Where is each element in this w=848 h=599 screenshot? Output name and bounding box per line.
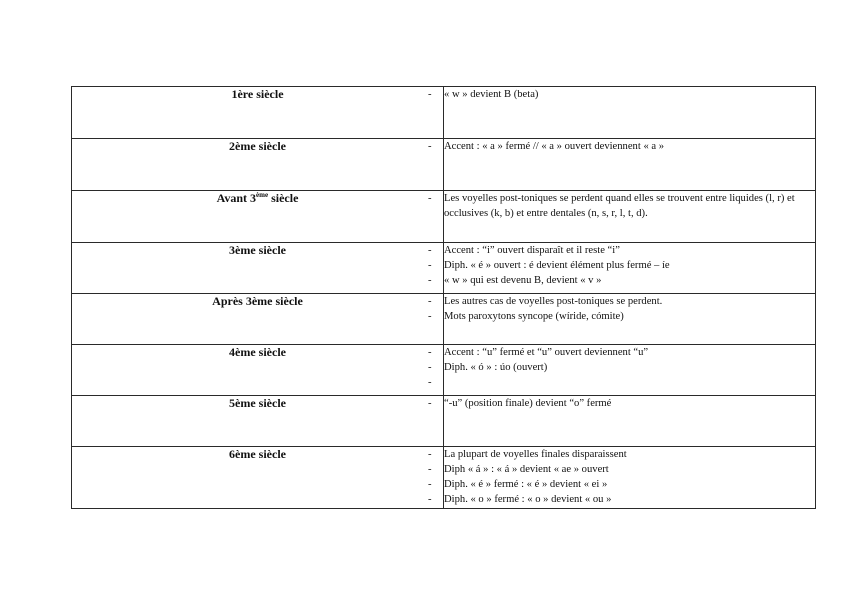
list-item-text: Diph. « ó » : úo (ouvert) [444, 362, 548, 373]
list-dash [428, 492, 432, 507]
list-item [444, 492, 815, 507]
list-item [444, 396, 815, 411]
list-item-text: « w » devient B (beta) [444, 89, 539, 100]
changes-cell [444, 243, 816, 294]
list-item [444, 447, 815, 462]
period-cell: Après 3ème siècle [72, 294, 444, 345]
list-item [444, 462, 815, 477]
table-row [72, 396, 816, 447]
list-dash [428, 87, 432, 102]
table-row [72, 447, 816, 509]
list-item [444, 258, 815, 273]
list-dash [428, 273, 432, 288]
changes-cell [444, 345, 816, 396]
list-item [444, 139, 815, 154]
list-dash [428, 345, 432, 360]
list-item [444, 309, 815, 324]
period-cell: 5ème siècle [72, 396, 444, 447]
list-item-text: Diph. « é » ouvert : é devient élément plus fermé – íe [444, 260, 670, 271]
period-cell [72, 191, 444, 243]
list-dash [428, 243, 432, 258]
period-cell: 2ème siècle [72, 139, 444, 191]
changes-cell [444, 294, 816, 345]
list-item [444, 87, 815, 102]
list-item-text: “-u” (position finale) devient “o” fermé [444, 398, 612, 409]
table-row [72, 139, 816, 191]
table-row [72, 243, 816, 294]
changes-cell [444, 396, 816, 447]
list-dash [428, 139, 432, 154]
list-item [444, 191, 815, 221]
period-cell: 1ère siècle [72, 87, 444, 139]
list-item [444, 345, 815, 360]
list-item [444, 375, 815, 390]
list-item-text: Diph. « é » fermé : « é » devient « ei » [444, 479, 608, 490]
list-item-text: Accent : « a » fermé // « a » ouvert deviennent « a » [444, 141, 665, 152]
list-dash [428, 258, 432, 273]
changes-cell [444, 447, 816, 509]
list-dash [428, 462, 432, 477]
changes-cell [444, 87, 816, 139]
period-cell: 3ème siècle [72, 243, 444, 294]
list-item-text: Les autres cas de voyelles post-toniques se perdent. [444, 296, 663, 307]
list-item [444, 294, 815, 309]
list-dash [428, 309, 432, 324]
list-dash [428, 477, 432, 492]
period-suffix: siècle [268, 191, 299, 205]
list-dash [428, 294, 432, 309]
list-item [444, 360, 815, 375]
list-item [444, 243, 815, 258]
list-item-text: « w » qui est devenu B, devient « v » [444, 275, 602, 286]
table-row [72, 191, 816, 243]
list-item-text: Mots paroxytons syncope (wíride, cómite) [444, 311, 624, 322]
list-item-text: Accent : “i” ouvert disparaît et il reste “i” [444, 245, 620, 256]
list-item-text: Diph « á » : « á » devient « ae » ouvert [444, 464, 609, 475]
table-row [72, 87, 816, 139]
list-item-text: Accent : “u” fermé et “u” ouvert deviennent “u” [444, 347, 649, 358]
table-row [72, 294, 816, 345]
sound-change-table [71, 86, 816, 509]
list-item-text: Les voyelles post-toniques se perdent quand elles se trouvent entre liquides (l, r) et occlusives (k, b) et entre dentales (n, s, r, l, t, d). [444, 193, 795, 219]
list-item-text: La plupart de voyelles finales disparaissent [444, 449, 627, 460]
list-item [444, 477, 815, 492]
period-superscript: ème [256, 191, 269, 199]
list-dash [428, 360, 432, 375]
list-dash [428, 447, 432, 462]
period-prefix: Avant 3 [216, 191, 257, 205]
changes-cell [444, 191, 816, 243]
list-item [444, 273, 815, 288]
period-cell: 4ème siècle [72, 345, 444, 396]
list-item-text: Diph. « o » fermé : « o » devient « ou » [444, 494, 612, 505]
list-dash [428, 375, 432, 390]
table-row [72, 345, 816, 396]
changes-cell [444, 139, 816, 191]
period-cell: 6ème siècle [72, 447, 444, 509]
list-dash [428, 191, 432, 206]
list-dash [428, 396, 432, 411]
